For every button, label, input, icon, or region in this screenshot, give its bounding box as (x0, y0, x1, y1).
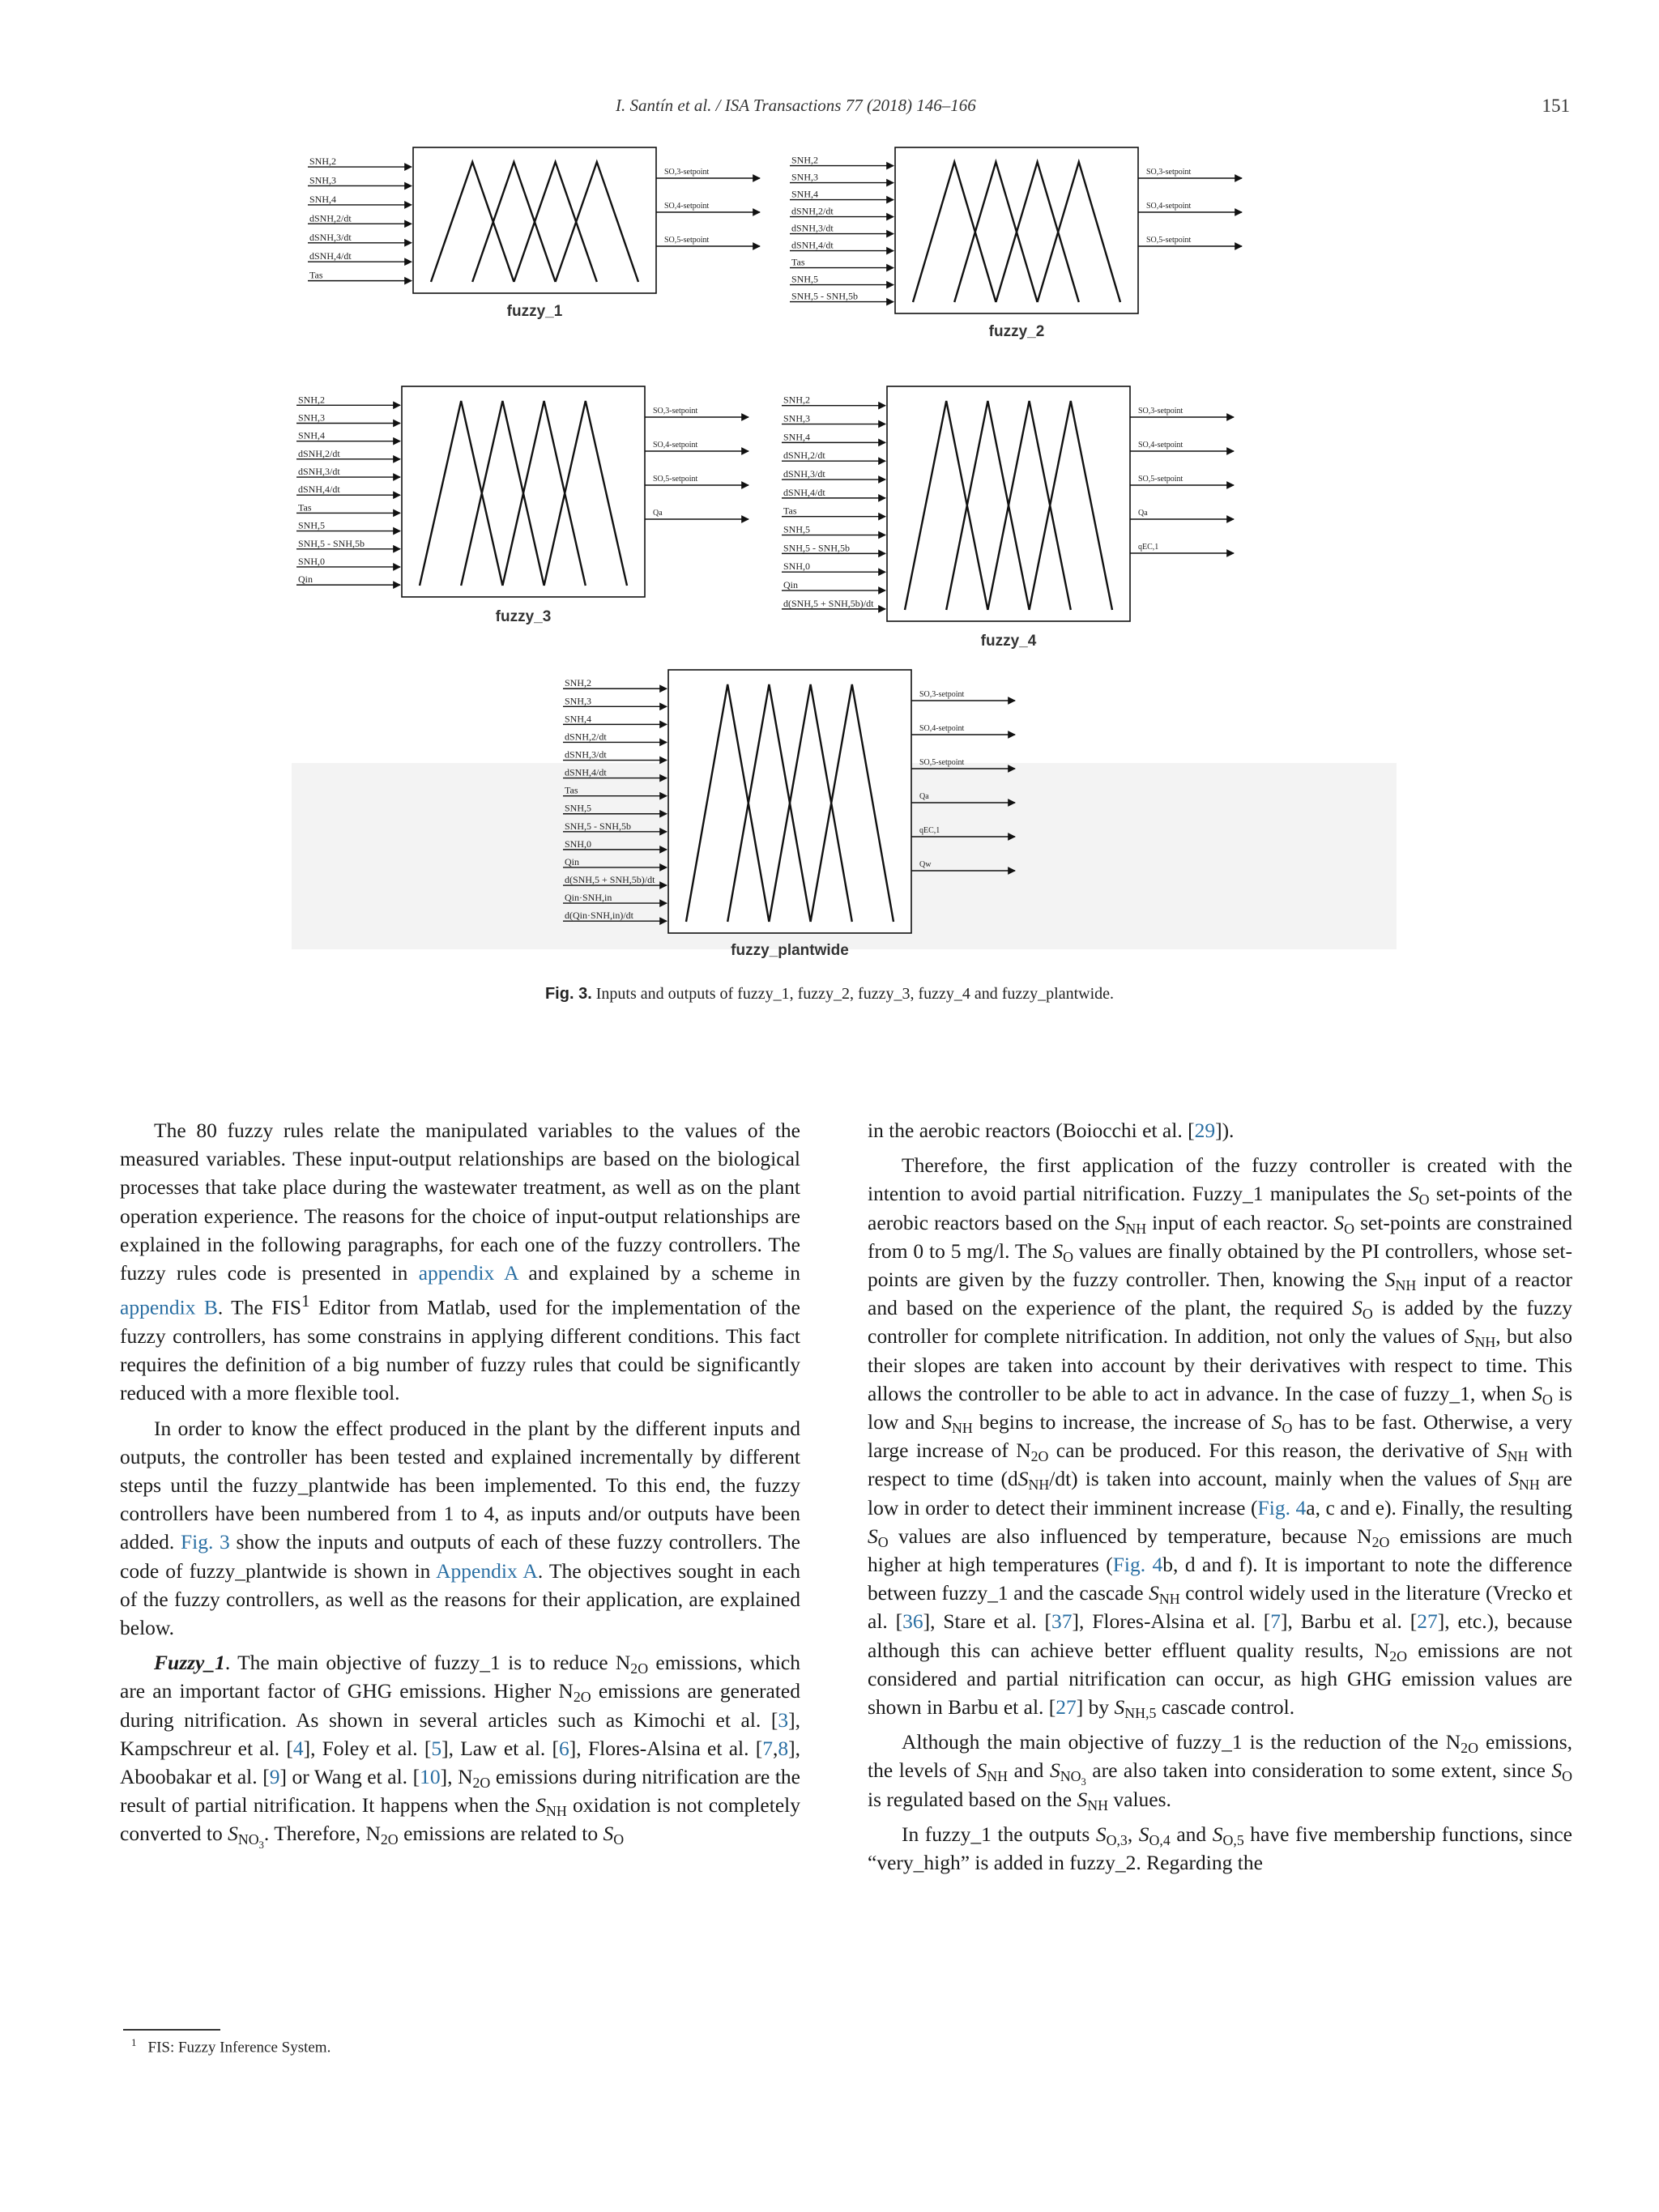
input-label: dSNH,4/dt (791, 239, 834, 251)
footnote-text: FIS: Fuzzy Inference System. (147, 2039, 331, 2056)
input-label: dSNH,2/dt (298, 447, 340, 459)
input-label: SNH,5 - SNH,5b (783, 542, 851, 554)
input-label: SNH,2 (791, 154, 819, 166)
output-label: SO,3-setpoint (653, 407, 698, 416)
input-label: d(SNH,5 + SNH,5b)/dt (783, 597, 874, 609)
journal-citation: I. Santín et al. / ISA Transactions 77 (2018) 146–166 (616, 96, 976, 115)
fuzzy-block (296, 386, 748, 625)
output-label: SO,5-setpoint (919, 758, 965, 767)
page-number: 151 (1542, 96, 1570, 116)
input-label: SNH,3 (309, 174, 337, 186)
output-label: qEC,1 (1138, 543, 1159, 552)
input-label: SNH,3 (298, 411, 326, 424)
input-label: dSNH,2/dt (791, 205, 834, 217)
input-label: Tas (309, 269, 323, 281)
footnote (131, 2036, 331, 2056)
link-appendix-a[interactable]: appendix A (418, 1261, 518, 1285)
paragraph: The 80 fuzzy rules relate the manipulated variables to the values of the measured variables. These input-output relationships are based on the biological processes that take place during the wastewater treatment, as well as on the plant operation experience. The reasons for the choice of input-output relationships are explained in the following paragraphs, for each one of the fuzzy controllers. The fuzzy rules code is presented in appendix A and explained by a scheme in appendix B. The FIS$^1$ Editor from Matlab, used for the implementation of the fuzzy controllers, has some constrains in applying different conditions. This fact requires the definition of a big number of fuzzy rules that could be significantly reduced with a more flexible tool. (120, 1119, 800, 1405)
paragraph: In fuzzy_1 the outputs $S_{O,3}$, $S_{O,4}$ and $S_{O,5}$ have five membership functions, since “very_high” is added in fuzzy_2. Regarding the (868, 1822, 1572, 1875)
output-label: SO,4-setpoint (1138, 441, 1183, 450)
fuzzy-block (790, 147, 1242, 340)
input-label: dSNH,3/dt (298, 466, 340, 478)
input-label: Qin (298, 573, 313, 586)
caption-text: Inputs and outputs of fuzzy_1, fuzzy_2, fuzzy_3, fuzzy_4 and fuzzy_plantwide. (595, 985, 1115, 1003)
figure-caption (0, 985, 1659, 1004)
output-label: Qa (653, 509, 663, 518)
input-label: SNH,4 (783, 431, 811, 443)
fuzzy-block (782, 386, 1234, 650)
input-label: SNH,0 (783, 560, 811, 573)
link-appendix-b[interactable]: appendix B (120, 1295, 218, 1319)
output-label: SO,4-setpoint (1146, 202, 1192, 211)
link-appendix-a-2[interactable]: Appendix A (436, 1558, 538, 1583)
output-label: Qw (919, 860, 932, 869)
input-label: SNH,5 (783, 523, 811, 535)
fuzzy-block-title: fuzzy_1 (506, 303, 563, 320)
input-label: SNH,5 - SNH,5b (298, 537, 365, 549)
input-label: Tas (565, 784, 578, 796)
input-label: dSNH,3/dt (309, 231, 352, 243)
input-label: Qin (565, 855, 579, 867)
output-label: Qa (919, 792, 929, 801)
input-label: dSNH,4/dt (783, 486, 825, 498)
output-label: SO,3-setpoint (1146, 168, 1192, 177)
input-label: SNH,0 (298, 555, 326, 567)
input-label: dSNH,2/dt (783, 450, 825, 462)
paragraph: Therefore, the first application of the fuzzy controller is created with the intention to avoid partial nitrification. Fuzzy_1 manipulates the $S_O$ set-points of the aerobic reactors based on the $S_{NH}$ input of each reactor. $S_O$ set-points are constrained from 0 to 5 mg/l. The $S_O$ values are finally obtained by the PI controllers, whose set-points are given by the fuzzy controller. Then, knowing the $S_{NH}$ input of a reactor and based on the experience of the plant, the required $S_O$ is added by the fuzzy controller for complete nitrification. In addition, not only the values of $S_{NH}$, but also their slopes are taken into account by their derivatives with respect to time. This allows the controller to be able to act in advance. In the case of fuzzy_1, when $S_O$ is low and $S_{NH}$ begins to increase, the increase of $S_O$ has to be fast. Otherwise, a very large increase of $N_{2O}$ can be produced. For this reason, the derivative of $S_{NH}$ with respect to time $(dS_{NH}/dt)$ is taken into account, mainly when the values of $S_{NH}$ are low in order to detect their imminent increase (Fig. 4a, c and e). Finally, the resulting $S_O$ values are also influenced by temperature, because $N_{2O}$ emissions are much higher at high temperatures (Fig. 4b, d and f). It is important to note the difference between fuzzy_1 and the cascade $S_{NH}$ control widely used in the literature (Vrecko et al. [36], Stare et al. [37], Flores-Alsina et al. [7], Barbu et al. [27], etc.), because although this can achieve better effluent quality results, $N_{2O}$ emissions are not considered and partial nitrification can occur, as high GHG emission values are shown in Barbu et al. [27] by $S_{NH,5}$ cascade control. (868, 1153, 1573, 1722)
paragraph: In order to know the effect produced in the plant by the different inputs and outputs, the controller has been tested and explained incrementally by different steps until the fuzzy_plantwide has been implemented. To this end, the fuzzy controllers have been numbered from 1 to 4, as inputs and/or outputs have been added. Fig. 3 show the inputs and outputs of each of these fuzzy controllers. The code of fuzzy_plantwide is shown in Appendix A. The objectives sought in each of the fuzzy controllers, as well as the reasons for their application, are explained below. (120, 1416, 801, 1639)
input-label: SNH,3 (791, 171, 819, 183)
input-label: Tas (791, 256, 805, 268)
input-label: SNH,2 (783, 394, 811, 406)
output-label: Qa (1138, 509, 1148, 518)
input-label: SNH,5 (791, 273, 819, 285)
input-label: Qin (783, 579, 798, 591)
link-fig-3[interactable]: Fig. 3 (180, 1530, 230, 1554)
output-label: SO,4-setpoint (664, 202, 710, 211)
footnote-rule (123, 2029, 220, 2031)
paragraph: Fuzzy_1. The main objective of fuzzy_1 is to reduce $N_{2O}$ emissions, which are an important factor of GHG emissions. Higher $N_{2O}$ emissions are generated during nitrification. As shown in several articles such as Kimochi et al. [3], Kampschreur et al. [4], Foley et al. [5], Law et al. [6], Flores-Alsina et al. [7,8], Aboobakar et al. [9] or Wang et al. [10], $N_{2O}$ emissions during nitrification are the result of partial nitrification. It happens when the $S_{NH}$ oxidation is not completely converted to $S_{NO_3}$. Therefore, $N_{2O}$ emissions are related to $S_O$ (120, 1651, 800, 1852)
input-label: dSNH,4/dt (565, 766, 607, 778)
input-label: SNH,5 - SNH,5b (565, 820, 632, 832)
footnote-marker: 1 (131, 2036, 137, 2048)
output-label: SO,4-setpoint (653, 441, 698, 450)
input-label: Tas (783, 505, 797, 517)
input-label: SNH,5 (565, 802, 592, 814)
paragraph: in the aerobic reactors (Boiocchi et al. [29]). (868, 1119, 1235, 1142)
input-label: SNH,2 (298, 394, 326, 406)
fuzzy-block-title: fuzzy_3 (495, 608, 552, 625)
input-label: SNH,4 (565, 713, 592, 725)
input-label: SNH,5 (298, 519, 326, 531)
fuzzy-block-title: fuzzy_2 (988, 323, 1045, 340)
input-label: SNH,4 (791, 188, 819, 200)
caption-label: Fig. 3. (544, 985, 592, 1003)
input-label: dSNH,4/dt (309, 250, 352, 262)
input-label: SNH,4 (298, 429, 326, 441)
output-label: SO,5-setpoint (664, 236, 710, 245)
right-column (868, 1116, 1572, 1883)
input-label: SNH,0 (565, 837, 592, 850)
output-label: SO,5-setpoint (1146, 236, 1192, 245)
input-label: dSNH,4/dt (298, 484, 340, 496)
input-label: dSNH,3/dt (791, 222, 834, 234)
input-label: SNH,2 (309, 156, 337, 168)
input-label: dSNH,2/dt (309, 212, 352, 224)
output-label: SO,3-setpoint (664, 168, 710, 177)
output-label: qEC,1 (919, 826, 940, 835)
input-label: d(SNH,5 + SNH,5b)/dt (565, 874, 655, 886)
input-label: dSNH,2/dt (565, 731, 607, 743)
input-label: d(Qin·SNH,in)/dt (565, 910, 633, 922)
output-label: SO,3-setpoint (919, 690, 965, 699)
input-label: SNH,3 (565, 695, 592, 707)
fuzzy-block-title: fuzzy_plantwide (731, 942, 849, 959)
left-column (120, 1116, 800, 1855)
input-label: SNH,3 (783, 412, 811, 424)
fuzzy-block (308, 147, 760, 320)
paragraph: Although the main objective of fuzzy_1 is the reduction of the $N_{2O}$ emissions, the levels of $S_{NH}$ and $S_{NO_3}$ are also taken into consideration to some extent, since $S_O$ is regulated based on the $S_{NH}$ values. (868, 1730, 1573, 1813)
input-label: SNH,4 (309, 193, 337, 205)
output-label: SO,5-setpoint (653, 475, 698, 484)
input-label: dSNH,3/dt (783, 468, 825, 480)
output-label: SO,3-setpoint (1138, 407, 1183, 416)
input-label: Tas (298, 501, 312, 514)
input-label: Qin·SNH,in (565, 892, 612, 904)
figure-3 (292, 139, 1397, 964)
fuzzy-block-title: fuzzy_4 (980, 633, 1037, 650)
fuzzy-diagram (292, 139, 1397, 964)
output-label: SO,4-setpoint (919, 724, 965, 733)
input-label: SNH,5 - SNH,5b (791, 290, 859, 302)
output-label: SO,5-setpoint (1138, 475, 1183, 484)
input-label: SNH,2 (565, 677, 592, 689)
page-header (0, 96, 1659, 128)
input-label: dSNH,3/dt (565, 748, 607, 761)
